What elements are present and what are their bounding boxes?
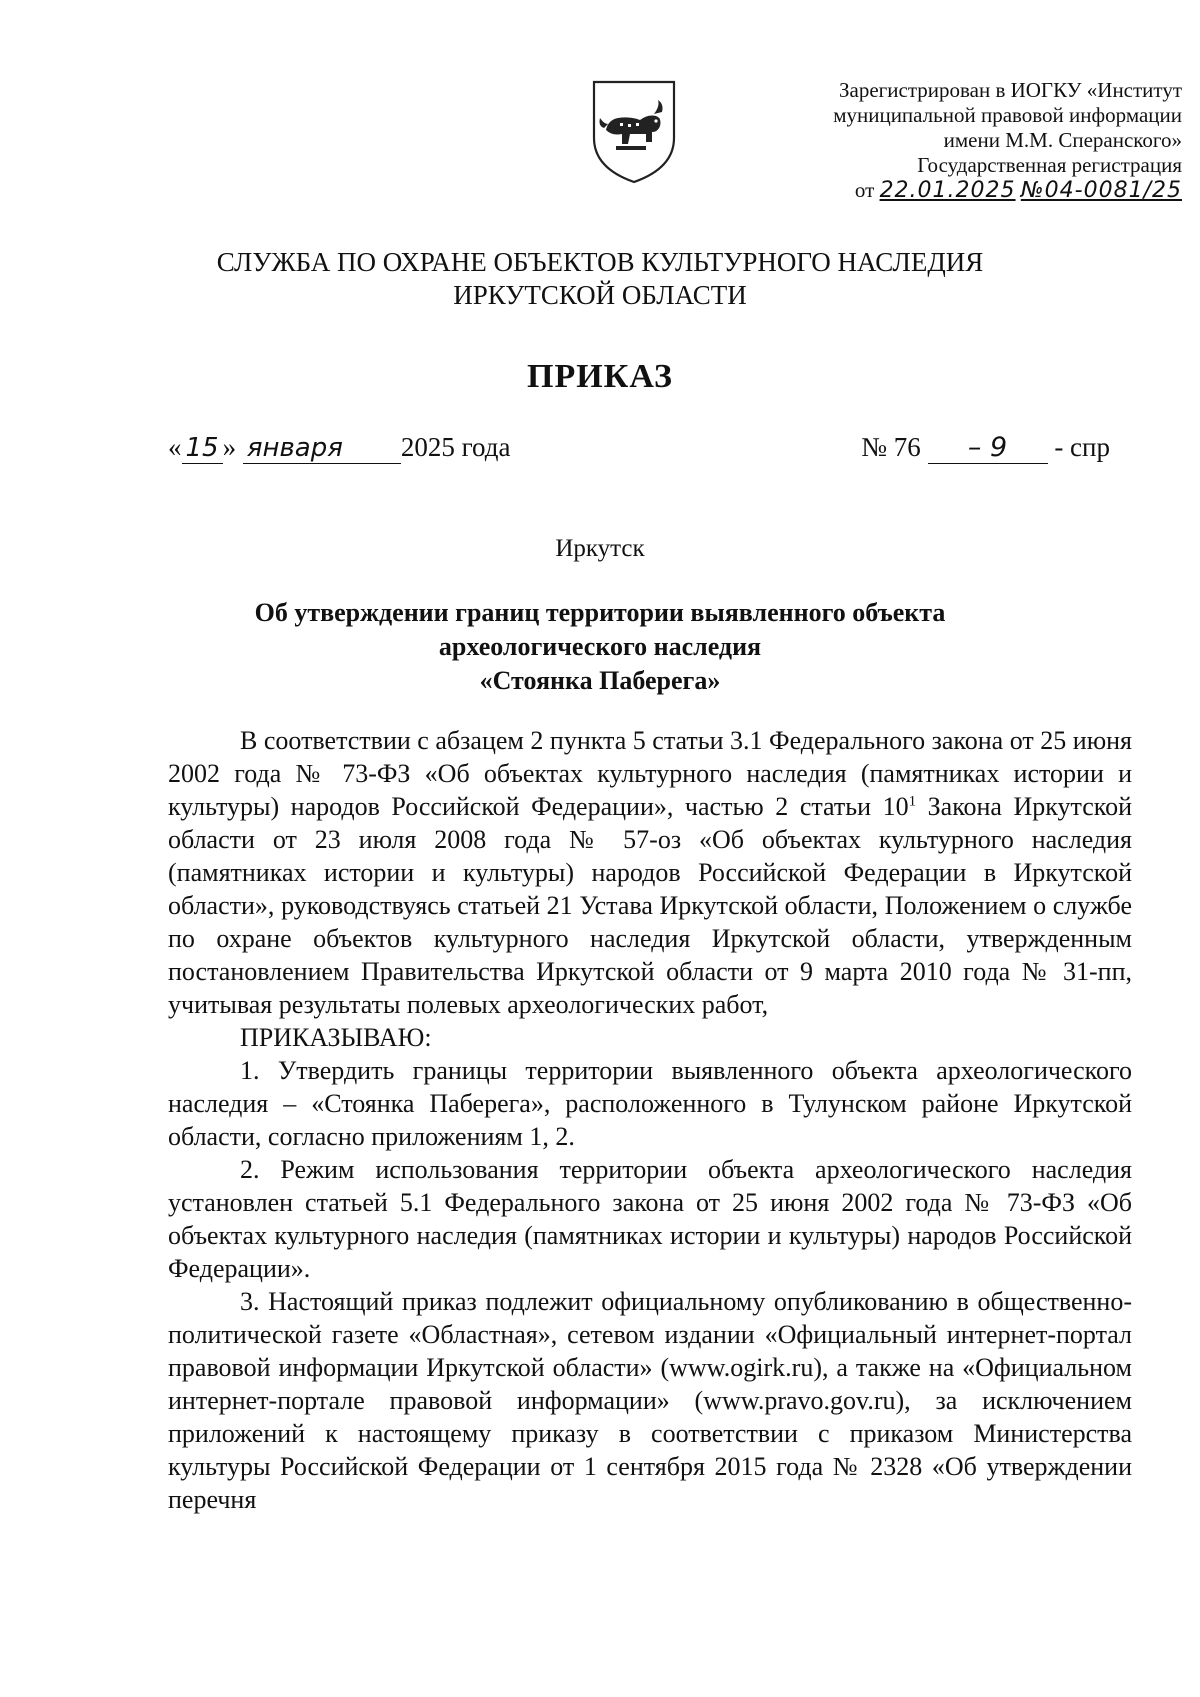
registration-date: 22.01.2025 bbox=[879, 178, 1016, 203]
organization-title-line-1: СЛУЖБА ПО ОХРАНЕ ОБЪЕКТОВ КУЛЬТУРНОГО НАСЛЕДИЯ bbox=[216, 247, 984, 277]
irkutsk-coat-of-arms-icon bbox=[586, 76, 682, 186]
date-open-quote: « bbox=[168, 432, 182, 462]
preamble-text-b: Закона Иркутской области от 23 июля 2008 года № 57-оз «Об объектах культурного наследия (памятниках истории и культуры) народов Российской Федерации в Иркутской области», руководствуясь статьей 21 Устава Иркутской области, Положением о службе по охране объектов культурного наследия Иркутской области, утвержденным постановлением Правительства Иркутской области от 9 марта 2010 года № 31-пп, учитывая результаты полевых археологических работ, bbox=[168, 792, 1133, 1019]
subject-line-2: археологического наследия bbox=[438, 632, 762, 661]
registration-date-line bbox=[742, 178, 1182, 203]
document-type: ПРИКАЗ bbox=[527, 358, 673, 395]
preamble-text-a: В соответствии с абзацем 2 пункта 5 статьи 3.1 Федерального закона от 25 июня 2002 года № 73-ФЗ «Об объектах культурного наследия (памятниках истории и культуры) народов Российской Федерации», частью 2 статьи 10 bbox=[168, 726, 1132, 821]
date-month: января bbox=[243, 433, 401, 464]
preamble-paragraph bbox=[168, 724, 1132, 1021]
registration-prefix: от bbox=[854, 178, 875, 202]
order-body bbox=[168, 724, 1132, 1516]
order-item-3: 3. Настоящий приказ подлежит официальному опубликованию в общественно-политической газете «Областная», сетевом издании «Официальный интернет-портал правовой информации Иркутской области» (www.ogirk.ru), а также на «Официальном интернет-портале правовой информации» (www.pravo.gov.ru), за исключением приложений к настоящему приказу в соответствии с приказом Министерства культуры Российской Федерации от 1 сентября 2015 года № 2328 «Об утверждении перечня bbox=[168, 1287, 1132, 1514]
organization-title-line-2: ИРКУТСКОЙ ОБЛАСТИ bbox=[453, 280, 747, 310]
order-number bbox=[861, 432, 1110, 464]
registration-stamp bbox=[742, 78, 1182, 203]
subject-line-3: «Стоянка Паберега» bbox=[479, 666, 721, 695]
order-subject bbox=[0, 596, 1200, 698]
date-close-quote: » bbox=[222, 432, 237, 462]
order-item-2: 2. Режим использования территории объекта археологического наследия установлен статьей 5.1 Федерального закона от 25 июня 2002 года № 73-ФЗ «Об объектах культурного наследия (памятниках истории и культуры) народов Российской Федерации». bbox=[168, 1155, 1132, 1283]
organization-title bbox=[0, 246, 1200, 312]
date-day: 15 bbox=[182, 433, 223, 464]
registration-line-4: Государственная регистрация bbox=[917, 153, 1182, 177]
order-word: ПРИКАЗЫВАЮ: bbox=[240, 1023, 432, 1052]
city: Иркутск bbox=[555, 535, 645, 562]
order-item-1: 1. Утвердить границы территории выявленного объекта археологического наследия – «Стоянка Паберега», расположенного в Тулунском районе Иркутской области, согласно приложениям 1, 2. bbox=[168, 1056, 1132, 1151]
registration-number: №04-0081/25 bbox=[1020, 178, 1182, 203]
number-suffix: - спр bbox=[1054, 432, 1110, 462]
number-prefix: № 76 bbox=[861, 432, 921, 462]
date-year: 2025 года bbox=[400, 432, 511, 462]
preamble-superscript: 1 bbox=[908, 793, 917, 810]
order-date bbox=[168, 432, 510, 464]
registration-line-3: имени М.М. Сперанского» bbox=[943, 128, 1182, 152]
registration-line-2: муниципальной правовой информации bbox=[833, 103, 1182, 127]
registration-line-1: Зарегистрирован в ИОГКУ «Институт bbox=[838, 78, 1182, 102]
number-value: – 9 bbox=[928, 432, 1048, 464]
subject-line-1: Об утверждении границ территории выявленного объекта bbox=[254, 598, 946, 627]
